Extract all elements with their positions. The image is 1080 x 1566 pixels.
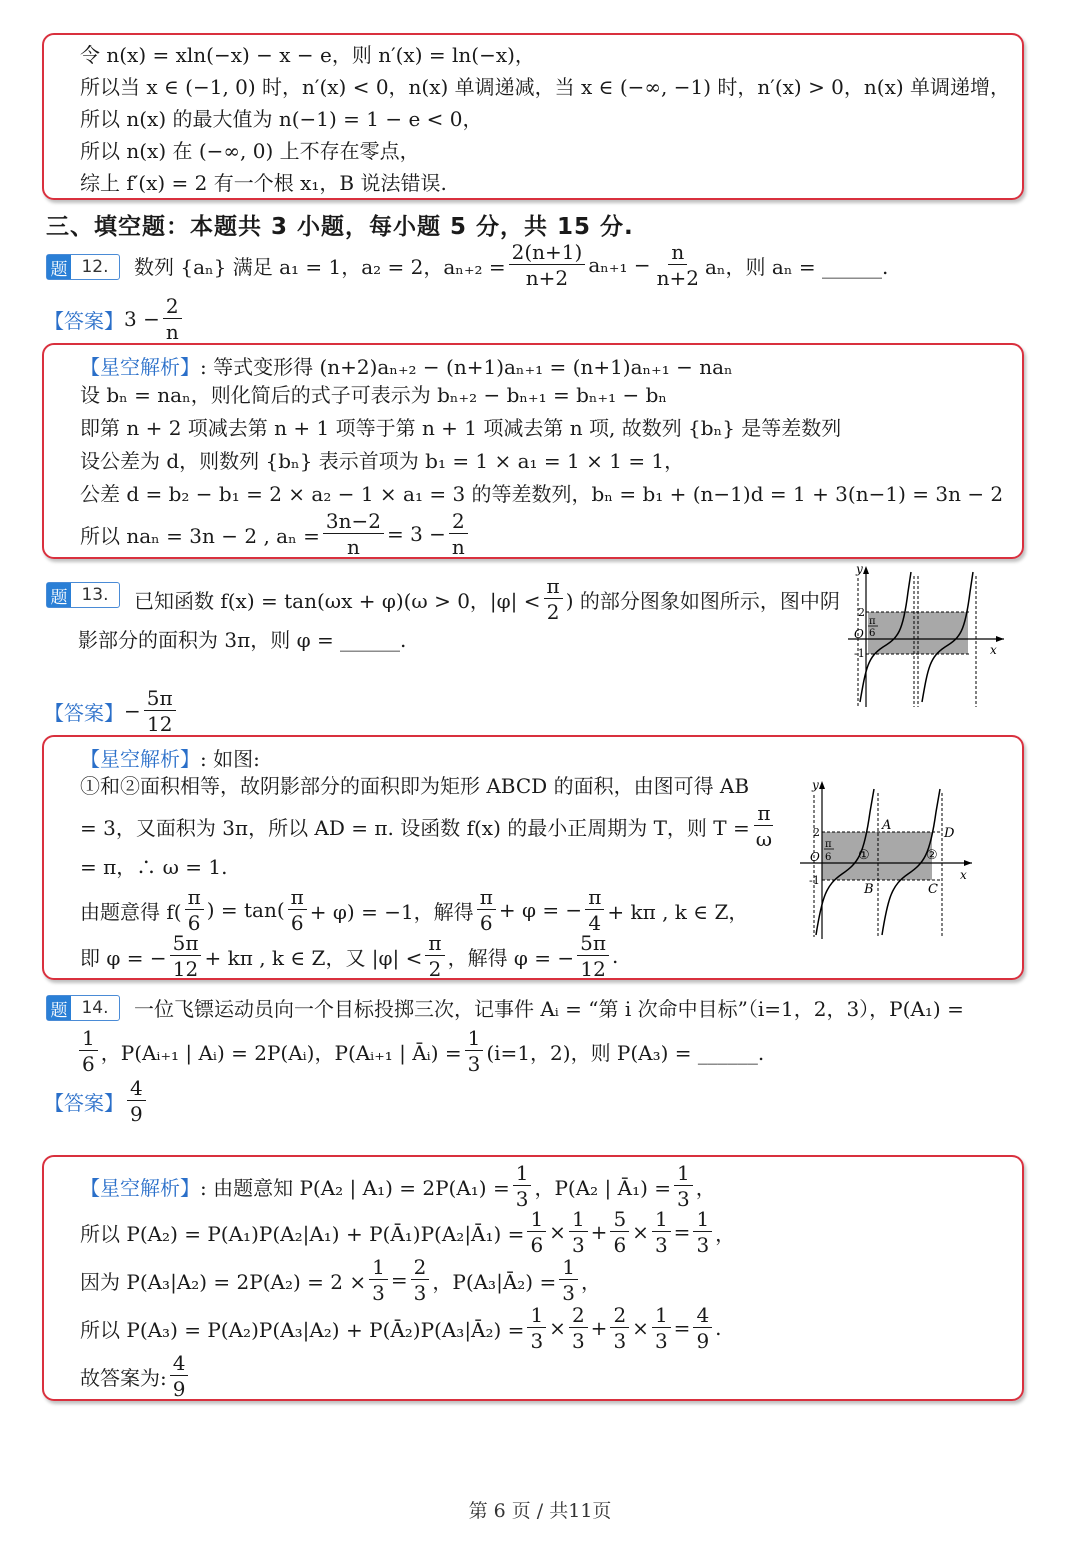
text-line: 综上 f′(x) = 2 有一个根 x₁，B 说法错误. — [80, 171, 447, 195]
fraction: $\frac{1}{3}$ — [465, 1028, 484, 1074]
solution-box-continued — [42, 33, 1024, 200]
text: = 3 − — [386, 522, 446, 546]
fraction: $\frac{1}{3}$ — [369, 1257, 388, 1303]
text: : 由题意知 P(A₂ | A₁) = 2P(A₁) = — [200, 1175, 510, 1200]
text: ， — [715, 1221, 736, 1246]
fraction: $\frac{4}{9}$ — [693, 1305, 712, 1351]
text: 即 φ = − — [80, 945, 167, 970]
fraction: $\frac{1}{3}$ — [527, 1305, 546, 1351]
text-line — [80, 511, 471, 557]
fraction: $\frac{2}{3}$ — [411, 1257, 430, 1303]
question-tag-13 — [46, 582, 120, 608]
text: 所以 P(A₂) = P(A₁)P(A₂|A₁) + P(Ā₁)P(A₂|Ā₁) = — [80, 1221, 525, 1246]
text-line: ①和②面积相等，故阴影部分的面积即为矩形 ABCD 的面积，由图可得 AB — [80, 774, 750, 798]
text-line — [80, 933, 618, 979]
answer-label: 【答案】 — [44, 1090, 124, 1115]
fraction: $\frac{2}{3}$ — [569, 1305, 588, 1351]
fraction: 4 9 — [127, 1078, 146, 1124]
y-axis-label: y — [812, 778, 819, 792]
text: + φ = − — [498, 898, 583, 922]
fraction: $\frac{2}{n}$ — [449, 511, 468, 557]
tag-number: 12. — [81, 257, 109, 277]
tag-char: 题 — [47, 255, 71, 279]
text: = — [390, 1268, 408, 1292]
text: + kπ , k ∈ Z， — [607, 899, 749, 924]
region-label-2: ② — [926, 848, 938, 863]
answer-14 — [44, 1078, 149, 1124]
tick-label: -1 — [809, 874, 820, 887]
point-label-b: B — [864, 882, 874, 897]
tag-number: 14. — [81, 998, 109, 1018]
text: ， — [695, 1175, 716, 1200]
answer-text: 3 − — [124, 307, 160, 331]
tag-char: 题 — [47, 583, 71, 607]
text: ， — [580, 1269, 601, 1294]
text: 所以 naₙ = 3n − 2 , aₙ = — [80, 523, 320, 548]
text: : 等式变形得 (n+2)aₙ₊₂ − (n+1)aₙ₊₁ = (n+1)aₙ₊₁ − naₙ — [200, 355, 733, 379]
tick-label: 2 — [813, 826, 820, 839]
answer-text: − — [124, 699, 141, 723]
text: . — [715, 1316, 722, 1340]
fraction: $\frac{1}{6}$ — [527, 1209, 546, 1255]
q13-text-a: 已知函数 f(x) = tan(ωx + φ)(ω > 0，|φ| < — [134, 588, 541, 613]
text: ，P(A₂ | Ā₁) = — [534, 1175, 672, 1200]
text-line — [80, 1257, 601, 1303]
text: = 3，又面积为 3π，所以 AD = π. 设函数 f(x) 的最小正周期为 T，则 T = — [80, 815, 750, 840]
point-label-c: C — [928, 882, 938, 897]
text-line — [80, 1163, 716, 1209]
fraction: $\frac{1}{3}$ — [569, 1209, 588, 1255]
tag-number: 13. — [81, 585, 109, 605]
text: ，P(Aᵢ₊₁ | Aᵢ) = 2P(Aᵢ)，P(Aᵢ₊₁ | Āᵢ) = — [100, 1040, 462, 1065]
text-line — [80, 803, 778, 849]
text-line — [80, 1353, 191, 1399]
region-label-1: ① — [858, 848, 870, 863]
q13-text-b: ) 的部分图象如图所示，图中阴 — [565, 588, 840, 613]
q12-text-a: 数列 {aₙ} 满足 a₁ = 1，a₂ = 2，aₙ₊₂ = — [134, 254, 506, 279]
tick-label: 6 — [869, 628, 876, 639]
question-tag-14 — [46, 995, 120, 1021]
fraction: π 6 — [185, 887, 204, 933]
fraction: π 6 — [288, 887, 307, 933]
text: × — [632, 1316, 649, 1340]
text-line: 所以 n(x) 在 (−∞, 0) 上不存在零点， — [80, 139, 420, 163]
answer-label: 【答案】 — [44, 308, 124, 333]
fraction: $\frac{5\pi}{12}$ — [144, 688, 176, 734]
fraction: π 2 — [544, 576, 563, 622]
text: 因为 P(A₃|A₂) = 2P(A₂) = 2 × — [80, 1269, 367, 1294]
fraction: $\frac{2(n+1)}{n+2}$ — [509, 242, 586, 288]
text: 由题意得 f( — [80, 899, 182, 924]
text-line: 即第 n + 2 项减去第 n + 1 项等于第 n + 1 项减去第 n 项, 故数列 {bₙ} 是等差数列 — [80, 416, 842, 440]
origin-label: O — [854, 627, 864, 641]
text-line — [80, 351, 733, 380]
text-line: 所以 n(x) 的最大值为 n(−1) = 1 − e < 0， — [80, 107, 483, 131]
text: + kπ , k ∈ Z，又 |φ| < — [204, 945, 423, 970]
fraction: $\frac{1}{3}$ — [513, 1163, 532, 1209]
fraction: $\frac{3n-2}{n}$ — [323, 511, 384, 557]
answer-12 — [44, 296, 185, 342]
text: × — [549, 1316, 566, 1340]
text: (i=1，2)，则 P(A₃) = ______. — [486, 1040, 765, 1065]
tick-label: π — [825, 839, 832, 850]
fraction: π 2 — [425, 933, 444, 979]
answer-13 — [44, 688, 179, 734]
tangent-graph-figure — [838, 562, 1008, 712]
fraction: $\frac{\pi}{\omega}$ — [755, 801, 773, 851]
solution-label: 【星空解析】 — [80, 747, 200, 771]
text: = — [673, 1220, 691, 1244]
tick-label: 6 — [825, 852, 832, 863]
origin-label: O — [810, 850, 820, 864]
text: + φ) = −1，解得 — [309, 899, 474, 924]
section-title: 三、填空题：本题共 3 小题，每小题 5 分，共 15 分. — [46, 214, 634, 240]
page-footer: 第 6 页 / 共11页 — [468, 1500, 612, 1522]
fraction: $\frac{1}{3}$ — [652, 1209, 671, 1255]
fraction: $\frac{1}{3}$ — [652, 1305, 671, 1351]
fraction: $\frac{5\pi}{12}$ — [170, 933, 202, 979]
text-line: 设公差为 d，则数列 {bₙ} 表示首项为 b₁ = 1 × a₁ = 1 × 1 = 1， — [80, 449, 685, 473]
fraction: 1 6 — [79, 1028, 98, 1074]
text: ，P(A₃|Ā₂) = — [432, 1269, 557, 1294]
solution-label: 【星空解析】 — [80, 1175, 200, 1200]
fraction: $\frac{2}{n}$ — [163, 296, 182, 342]
text-line — [80, 887, 748, 933]
text-line — [80, 743, 260, 772]
text-line: = π，∴ ω = 1. — [80, 855, 228, 879]
question-12-text — [134, 242, 888, 288]
text: 所以 P(A₃) = P(A₂)P(A₃|A₂) + P(Ā₂)P(A₃|Ā₂) = — [80, 1317, 525, 1342]
tangent-graph-labeled-figure — [792, 777, 982, 942]
fraction: $\frac{1}{3}$ — [693, 1209, 712, 1255]
y-axis-label: y — [856, 562, 863, 576]
solution-label: 【星空解析】 — [80, 355, 200, 379]
text: ，解得 φ = − — [447, 945, 575, 970]
tick-label: 2 — [858, 606, 865, 619]
question-13-line2: 影部分的面积为 3π，则 φ = ______. — [78, 628, 407, 652]
text: 故答案为: — [80, 1365, 167, 1390]
text-line: 设 bₙ = naₙ，则化简后的式子可表示为 bₙ₊₂ − bₙ₊₁ = bₙ₊₁ − bₙ — [80, 383, 668, 407]
fraction: $\frac{\pi}{4}$ — [585, 887, 604, 933]
answer-label: 【答案】 — [44, 700, 124, 725]
text-line — [80, 1209, 735, 1255]
x-axis-label: x — [990, 643, 997, 657]
point-label-a: A — [882, 818, 892, 833]
question-tag-12 — [46, 254, 120, 280]
solution-box-13 — [42, 735, 1024, 980]
fraction: $\frac{5\pi}{12}$ — [577, 933, 609, 979]
fraction: $\frac{2}{3}$ — [610, 1305, 629, 1351]
text-line: 令 n(x) = xln(−x) − x − e，则 n′(x) = ln(−x)， — [80, 43, 535, 67]
text-line: 公差 d = b₂ − b₁ = 2 × a₂ − 1 × a₁ = 3 的等差数列，bₙ = b₁ + (n−1)d = 1 + 3(n−1) = 3n − 2 — [80, 482, 1004, 506]
solution-box-12 — [42, 343, 1024, 559]
solution-box-14 — [42, 1155, 1024, 1401]
fraction: $\frac{1}{3}$ — [559, 1257, 578, 1303]
fraction: 4 9 — [170, 1353, 189, 1399]
point-label-d: D — [944, 826, 955, 841]
x-axis-label: x — [960, 868, 967, 882]
fraction: $\frac{1}{3}$ — [674, 1163, 693, 1209]
text: : 如图: — [200, 747, 260, 771]
text-line: 所以当 x ∈ (−1, 0) 时，n′(x) < 0，n(x) 单调递减，当 x ∈ (−∞, −1) 时，n′(x) > 0，n(x) 单调递增， — [80, 75, 1011, 99]
text: ) = tan( — [206, 898, 285, 922]
question-13-text — [134, 576, 840, 622]
fraction: π 6 — [477, 887, 496, 933]
q12-text-b: aₙ₊₁ − — [588, 253, 651, 277]
tick-label: -1 — [854, 647, 865, 660]
fraction: $\frac{n}{n+2}$ — [656, 240, 699, 290]
tag-char: 题 — [47, 996, 71, 1020]
fraction: $\frac{5}{6}$ — [610, 1209, 629, 1255]
question-14-line2 — [76, 1028, 764, 1074]
text: + — [590, 1220, 608, 1244]
text: = — [673, 1316, 691, 1340]
text: + — [590, 1316, 608, 1340]
q12-text-c: aₙ，则 aₙ = ______. — [704, 254, 889, 279]
text: . — [612, 944, 619, 968]
text: × — [549, 1220, 566, 1244]
tick-label: π — [869, 616, 876, 627]
text: × — [632, 1220, 649, 1244]
question-14-text: 一位飞镖运动员向一个目标投掷三次，记事件 Aᵢ = “第 i 次命中目标”（i=1，2，3），P(A₁) = — [134, 997, 964, 1021]
text-line — [80, 1305, 722, 1351]
